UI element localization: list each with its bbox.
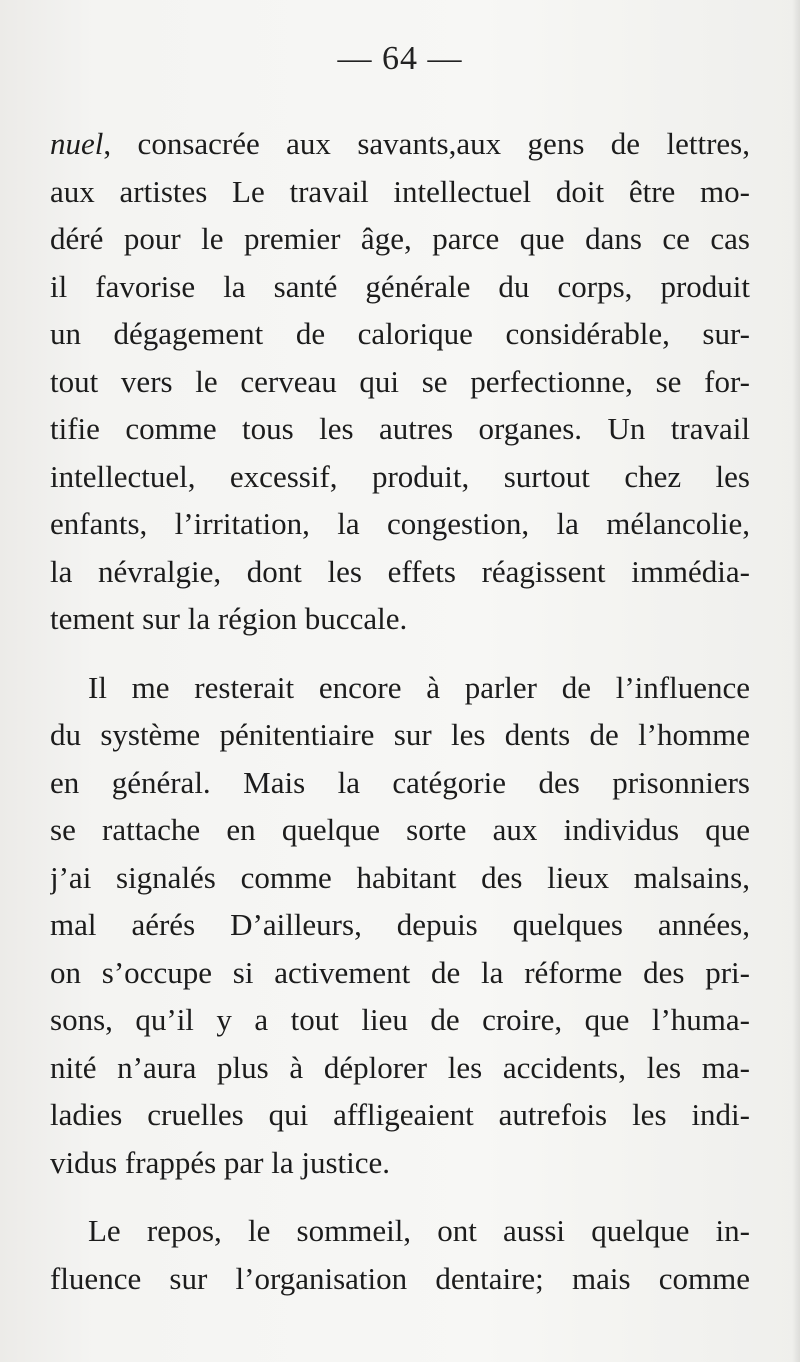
paragraph-2 <box>50 664 750 1187</box>
italic-continuation-word: nuel <box>50 126 104 161</box>
text-line: sons, qu’il y a tout lieu de croire, que l’huma- <box>50 1002 750 1037</box>
text-line: intellectuel, excessif, produit, surtout chez les <box>50 458 750 494</box>
text-line: mal aérés D’ailleurs, depuis quelques années, <box>50 907 750 942</box>
text-line: en général. Mais la catégorie des prisonniers <box>50 764 750 800</box>
text-line: nité n’aura plus à déplorer les accidents, les ma- <box>50 1049 750 1085</box>
body-text <box>50 120 750 1302</box>
page-number: — 64 — <box>337 40 463 77</box>
text-line: j’ai signalés comme habitant des lieux malsains, <box>50 859 750 895</box>
text-line: fluence sur l’organisation dentaire; mais comme <box>50 1260 750 1296</box>
text-line: vidus frappés par la justice. <box>50 1144 391 1180</box>
paragraph-3 <box>50 1207 750 1302</box>
text-line: aux artistes Le travail intellectuel doit être mo- <box>50 173 750 209</box>
text-line: il favorise la santé générale du corps, produit <box>50 268 750 304</box>
text-line: Il me resterait encore à parler de l’influence <box>88 669 750 705</box>
text-line: enfants, l’irritation, la congestion, la mélancolie, <box>50 506 750 541</box>
paragraph-gap <box>50 643 750 664</box>
text-line: tifie comme tous les autres organes. Un travail <box>50 411 750 446</box>
text-line: tement sur la région buccale. <box>50 601 408 636</box>
paragraph-1 <box>50 120 750 643</box>
paragraph-gap <box>50 1186 750 1207</box>
page-edge <box>792 0 800 1362</box>
text-line: un dégagement de calorique considérable, sur- <box>50 316 750 351</box>
text-line: tout vers le cerveau qui se perfectionne, se for- <box>50 363 750 399</box>
text-line: ladies cruelles qui affligeaient autrefois les indi- <box>50 1097 750 1132</box>
text-line: déré pour le premier âge, parce que dans ce cas <box>50 221 750 256</box>
text-line: nuel, consacrée aux savants,aux gens de lettres, <box>50 126 750 161</box>
text-line: la névralgie, dont les effets réagissent immédia- <box>50 553 750 589</box>
text-line: se rattache en quelque sorte aux individus que <box>50 812 750 847</box>
text-line: Le repos, le sommeil, ont aussi quelque in- <box>88 1213 750 1248</box>
text-line: du système pénitentiaire sur les dents de l’homme <box>50 717 750 752</box>
text-line: on s’occupe si activement de la réforme des pri- <box>50 954 750 990</box>
